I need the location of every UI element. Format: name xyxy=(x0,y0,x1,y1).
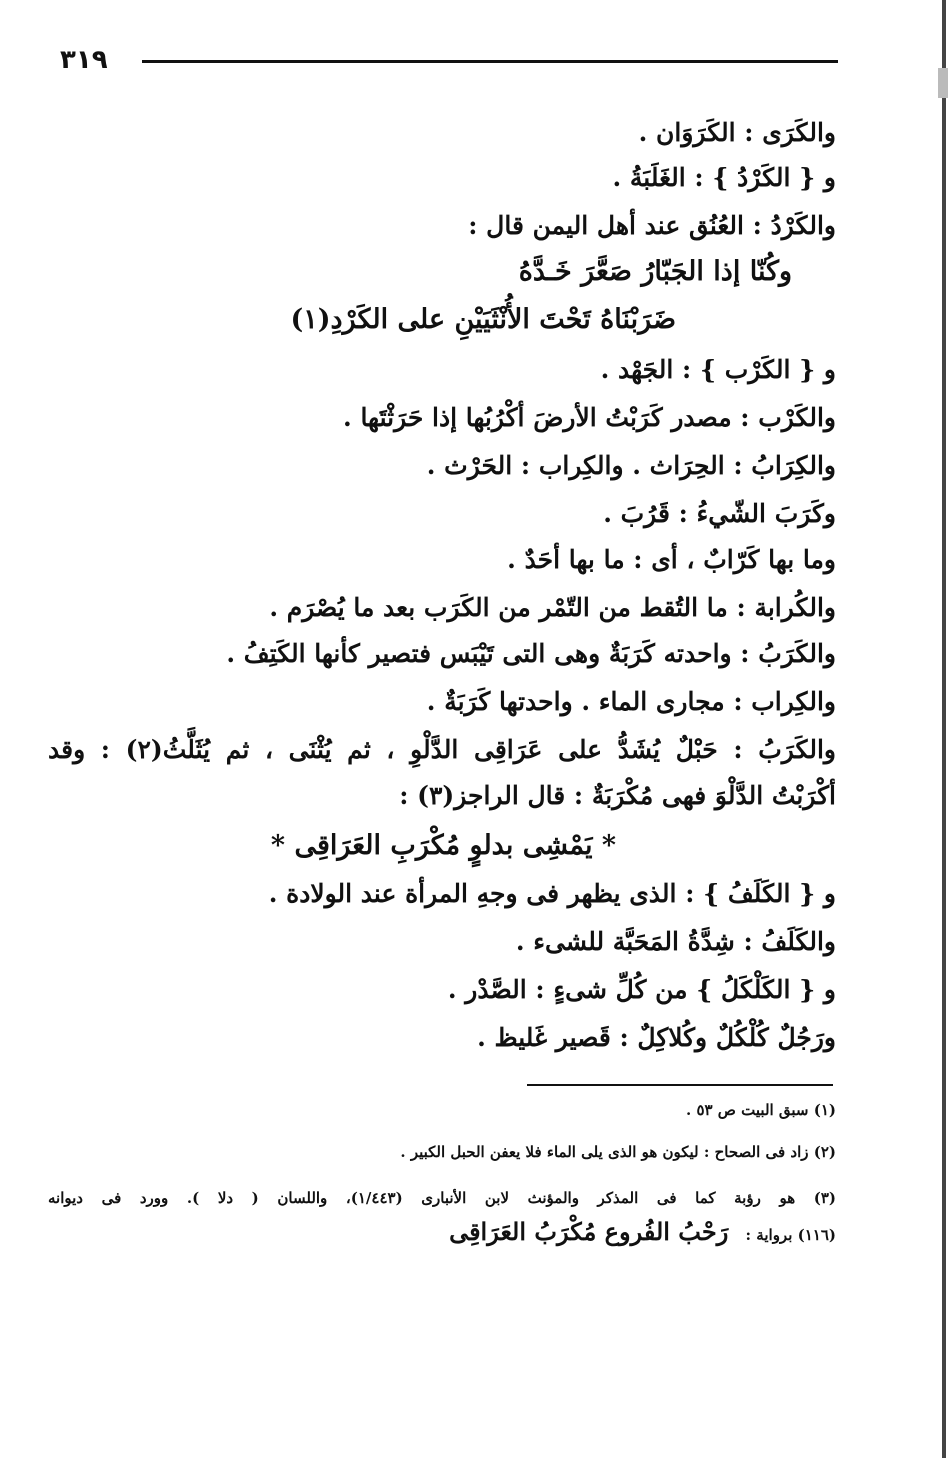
header-rule xyxy=(142,60,838,63)
verse-line: ضَرَبْنَاهُ تَحْتَ الأُنْثَيَيْنِ على الكَرْدِ(١) xyxy=(290,304,676,335)
page-header xyxy=(60,46,838,74)
verse-line: * يَمْشِى بدلوٍ مُكْرَبِ العَرَاقِى * xyxy=(270,830,616,861)
footnote-3-verse: رَحْبُ الفُروع مُكْرَبُ العَرَاقِى xyxy=(449,1217,729,1246)
entry-line: ورَجُلٌ كُلْكُلٌ وكُلاكِلٌ : قَصير غَليظ . xyxy=(477,1023,836,1052)
entry-line: والكِراب : مجارى الماء . واحدتها كَرَبَةٌ . xyxy=(426,687,836,716)
entry-line: والكِرَابُ : الحِرَاث . والكِراب : الحَرْث . xyxy=(426,451,836,480)
entry-line: والكَرْدُ : العُنُق عند أهل اليمن قال : xyxy=(468,211,836,240)
entry-line: والكَرَبُ : واحدته كَرَبَةٌ وهى التى تَيْبَس فتصير كأنها الكَتِفُ . xyxy=(226,639,836,668)
entry-heading-line: و { الكَرْدُ } : الغَلَبَةُ . xyxy=(612,163,836,192)
entry-heading-line: و { الكَرْب } : الجَهْد . xyxy=(600,355,836,384)
entry-line: أكْرَبْتُ الدَّلْوَ فهى مُكْرَبَةٌ : قال الراجز(٣) : xyxy=(399,781,836,810)
verse-line: وكُنّا إذا الجَبّارُ صَعَّرَ خَـدَّهُ xyxy=(518,256,792,287)
footnote-2: (٢) زاد فى الصحاح : ليكون هو الذى يلى الماء فلا يعفن الحبل الكبير . xyxy=(400,1143,836,1161)
entry-line: والكَرَبُ : حَبْلٌ يُشَدُّ على عَرَاقِى الدَّلْوِ ، ثم يُثْنَى ، ثم يُثَلَّثُ(٢) : وقد xyxy=(48,735,836,764)
footnote-1: (١) سبق البيت ص ٥٣ . xyxy=(686,1101,836,1119)
entry-heading-line: و { الكَلْكَلُ } من كُلِّ شىءٍ : الصَّدْر . xyxy=(447,975,836,1004)
page-edge-shadow xyxy=(942,0,946,1458)
page-number: ٣١٩ xyxy=(60,45,108,75)
entry-line: والكَرَى : الكَرَوَان . xyxy=(638,118,836,147)
footnote-3-line-2 xyxy=(449,1217,836,1247)
footnote-rule xyxy=(527,1084,833,1086)
entry-line: والكُرابة : ما التُقط من التّمْر من الكَرَب بعد ما يُصْرَم . xyxy=(269,593,836,622)
entry-heading-line: و { الكَلَفُ } : الذى يظهر فى وجهِ المرأة عند الولادة . xyxy=(268,879,836,908)
entry-line: وما بها كَرّابٌ ، أى : ما بها أحَدٌ . xyxy=(507,545,836,574)
entry-line: وكَرَبَ الشّيءُ : قَرُبَ . xyxy=(603,499,836,528)
entry-line: والكَلَفُ : شِدَّةُ المَحَبَّة للشىء . xyxy=(515,927,836,956)
footnote-3-line-1: (٣) هو رؤبة كما فى المذكر والمؤنث لابن الأنبارى (١/٤٤٣)، واللسان ( دلا ). وورد فى ديوانه xyxy=(48,1189,836,1207)
page-edge-notch xyxy=(938,68,948,98)
footnote-3-prefix: (١١٦) برواية : xyxy=(745,1226,836,1244)
entry-line: والكَرْب : مصدر كَرَبْتُ الأرضَ أكْرُبُها إذا حَرَثْتَها . xyxy=(343,403,836,432)
